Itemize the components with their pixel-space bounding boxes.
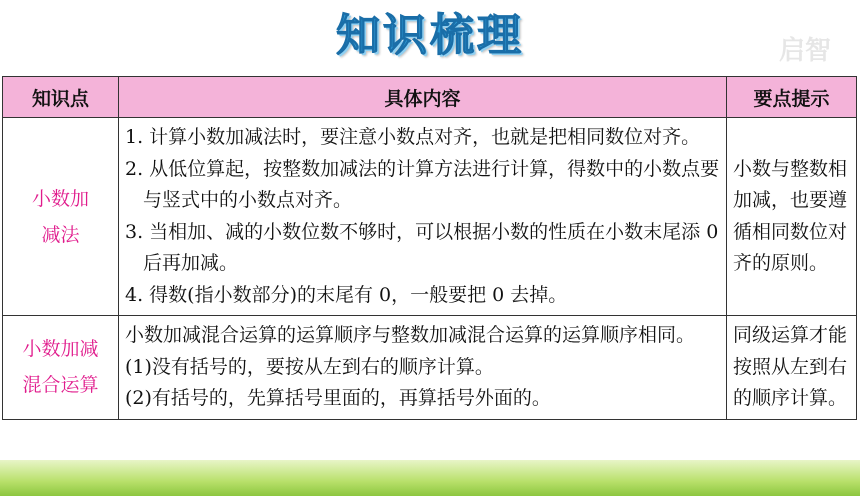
- header-content: 具体内容: [119, 77, 727, 118]
- table-row: [3, 118, 857, 316]
- list-item: 3. 当相加、减的小数位数不够时，可以根据小数的性质在小数末尾添 0 后再加减。: [125, 220, 719, 274]
- table-row: [3, 316, 857, 420]
- content-cell: [119, 118, 727, 316]
- topic-line: 小数加: [31, 187, 89, 210]
- grass-decoration: [0, 460, 860, 496]
- topic-line: 混合运算: [22, 374, 99, 397]
- knowledge-table: [2, 76, 857, 420]
- content-list: [125, 122, 720, 311]
- list-item: 4. 得数(指小数部分)的末尾有 0，一般要把 0 去掉。: [125, 283, 568, 306]
- watermark-logo: 启智: [778, 36, 831, 66]
- tip-cell: 小数与整数相加减，也要遵循相同数位对齐的原则。: [727, 118, 857, 316]
- content-paragraph: (1)没有括号的，要按从左到右的顺序计算。: [125, 355, 494, 378]
- header-tips: 要点提示: [727, 77, 857, 118]
- page-title: 知识梳理: [336, 10, 524, 61]
- topic-cell: [3, 118, 119, 316]
- tip-cell: 同级运算才能按照从左到右的顺序计算。: [727, 316, 857, 420]
- content-paragraph: (2)有括号的，先算括号里面的，再算括号外面的。: [125, 387, 551, 409]
- table-header-row: [3, 77, 857, 118]
- topic-line: 减法: [41, 223, 80, 246]
- header-topic: 知识点: [3, 77, 119, 118]
- list-item: 2. 从低位算起，按整数加减法的计算方法进行计算，得数中的小数点要与竖式中的小数点对齐。: [125, 157, 720, 211]
- topic-line: 小数加减: [22, 338, 99, 361]
- topic-cell: [3, 316, 119, 420]
- content-cell: [119, 316, 727, 420]
- content-paragraph: 小数加减混合运算的运算顺序与整数加减混合运算的运算顺序相同。: [125, 324, 696, 346]
- list-item: 1. 计算小数加减法时，要注意小数点对齐，也就是把相同数位对齐。: [125, 126, 701, 148]
